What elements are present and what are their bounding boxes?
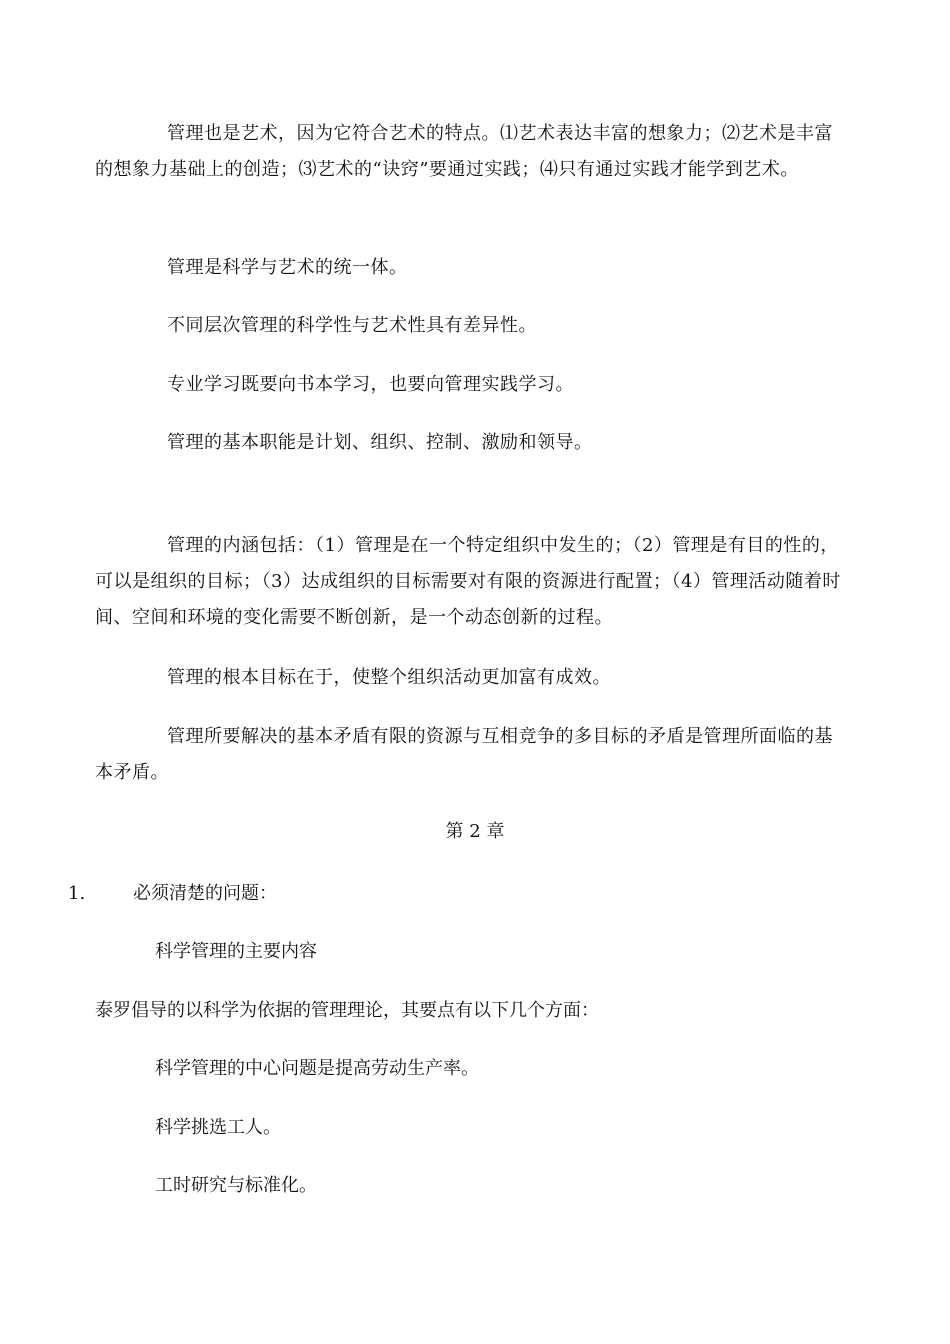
subheading-scientific-management: 科学管理的主要内容	[155, 941, 317, 962]
list-item-number: 1.	[68, 883, 86, 904]
point-select-workers: 科学挑选工人。	[155, 1117, 281, 1138]
chapter-heading: 第 2 章	[445, 821, 505, 842]
paragraph-study-practice: 专业学习既要向书本学习，也要向管理实践学习。	[167, 374, 574, 395]
paragraph-basic-contradiction: 管理所要解决的基本矛盾有限的资源与互相竞争的多目标的矛盾是管理所面临的基本矛盾。	[95, 726, 833, 783]
paragraph-basic-functions: 管理的基本职能是计划、组织、控制、激励和领导。	[167, 432, 593, 453]
paragraph-levels-difference: 不同层次管理的科学性与艺术性具有差异性。	[167, 315, 537, 336]
intro-taylor-theory: 泰罗倡导的以科学为依据的管理理论，其要点有以下几个方面：	[95, 1000, 599, 1021]
point-productivity: 科学管理的中心问题是提高劳动生产率。	[155, 1058, 479, 1079]
list-item-text: 必须清楚的问题：	[133, 883, 277, 904]
point-time-study: 工时研究与标准化。	[155, 1175, 317, 1196]
paragraph-management-art: 管理也是艺术，因为它符合艺术的特点。⑴艺术表达丰富的想象力；⑵艺术是丰富的想象力基础上的创造；⑶艺术的“诀窍”要通过实践；⑷只有通过实践才能学到艺术。	[95, 123, 833, 180]
paragraph-management-connotation: 管理的内涵包括：（1）管理是在一个特定组织中发生的；（2）管理是有目的性的，可以是组织的目标；（3）达成组织的目标需要对有限的资源进行配置；（4）管理活动随着时间、空间和环境的变化需要不断创新，是一个动态创新的过程。	[95, 535, 841, 628]
paragraph-science-art-unity: 管理是科学与艺术的统一体。	[167, 257, 408, 278]
paragraph-fundamental-goal: 管理的根本目标在于，使整个组织活动更加富有成效。	[167, 667, 611, 688]
